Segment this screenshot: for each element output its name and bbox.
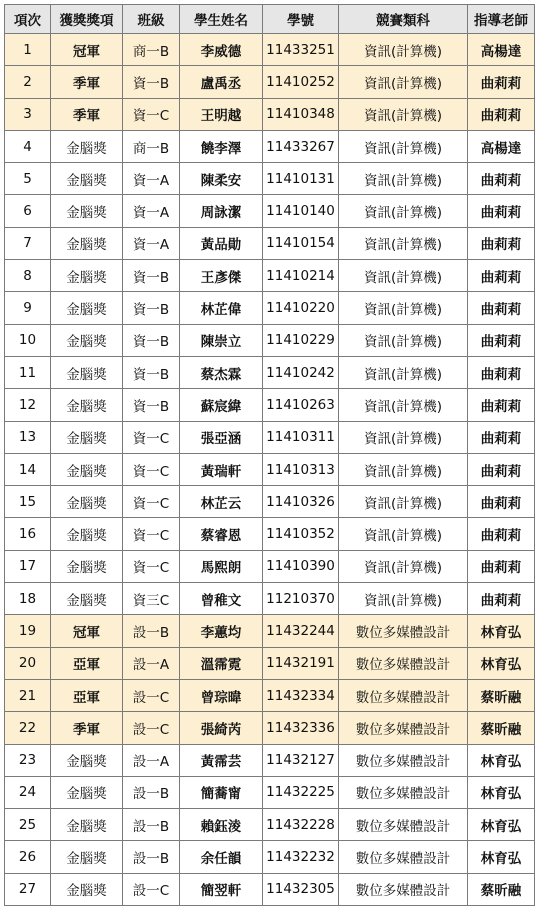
cell-teacher: 曲莉莉 xyxy=(468,356,535,388)
table-row xyxy=(5,163,535,195)
cell-category: 數位多媒體設計 xyxy=(339,873,468,905)
cell-class: 資一A xyxy=(123,227,180,259)
cell-teacher: 曲莉莉 xyxy=(468,66,535,98)
cell-no: 8 xyxy=(5,260,51,292)
cell-class: 資一B xyxy=(123,66,180,98)
cell-teacher: 高楊達 xyxy=(468,34,535,66)
header-student-id: 學號 xyxy=(263,5,339,34)
cell-class: 資一B xyxy=(123,324,180,356)
cell-award: 金腦獎 xyxy=(51,583,123,615)
cell-award: 金腦獎 xyxy=(51,873,123,905)
table-row xyxy=(5,421,535,453)
cell-student-id: 11410326 xyxy=(263,486,339,518)
cell-class: 資一B xyxy=(123,356,180,388)
cell-no: 6 xyxy=(5,195,51,227)
cell-award: 金腦獎 xyxy=(51,292,123,324)
cell-no: 15 xyxy=(5,486,51,518)
cell-student-name: 余任韻 xyxy=(180,841,263,873)
cell-teacher: 曲莉莉 xyxy=(468,163,535,195)
cell-teacher: 曲莉莉 xyxy=(468,583,535,615)
table-row xyxy=(5,873,535,905)
cell-award: 亞軍 xyxy=(51,647,123,679)
cell-student-name: 王明越 xyxy=(180,98,263,130)
cell-student-name: 蘇宸緯 xyxy=(180,389,263,421)
header-student-name: 學生姓名 xyxy=(180,5,263,34)
cell-no: 10 xyxy=(5,324,51,356)
cell-category: 資訊(計算機) xyxy=(339,66,468,98)
cell-award: 冠軍 xyxy=(51,615,123,647)
cell-category: 數位多媒體設計 xyxy=(339,679,468,711)
cell-category: 數位多媒體設計 xyxy=(339,809,468,841)
cell-teacher: 曲莉莉 xyxy=(468,227,535,259)
cell-category: 數位多媒體設計 xyxy=(339,615,468,647)
cell-category: 資訊(計算機) xyxy=(339,130,468,162)
cell-class: 資一A xyxy=(123,163,180,195)
cell-category: 資訊(計算機) xyxy=(339,34,468,66)
cell-teacher: 曲莉莉 xyxy=(468,98,535,130)
cell-student-name: 蔡睿恩 xyxy=(180,518,263,550)
cell-class: 資一C xyxy=(123,518,180,550)
cell-no: 7 xyxy=(5,227,51,259)
cell-class: 資一A xyxy=(123,195,180,227)
cell-teacher: 高楊達 xyxy=(468,130,535,162)
cell-student-id: 11410263 xyxy=(263,389,339,421)
cell-award: 金腦獎 xyxy=(51,227,123,259)
cell-no: 22 xyxy=(5,712,51,744)
cell-student-id: 11210370 xyxy=(263,583,339,615)
cell-student-name: 盧禹丞 xyxy=(180,66,263,98)
cell-category: 資訊(計算機) xyxy=(339,518,468,550)
cell-class: 設一B xyxy=(123,615,180,647)
table-row xyxy=(5,776,535,808)
cell-class: 設一A xyxy=(123,647,180,679)
cell-teacher: 林育弘 xyxy=(468,647,535,679)
cell-teacher: 蔡昕融 xyxy=(468,712,535,744)
cell-award: 金腦獎 xyxy=(51,809,123,841)
cell-student-id: 11410252 xyxy=(263,66,339,98)
cell-category: 資訊(計算機) xyxy=(339,356,468,388)
cell-teacher: 林育弘 xyxy=(468,744,535,776)
cell-student-id: 11432127 xyxy=(263,744,339,776)
cell-class: 設一C xyxy=(123,679,180,711)
cell-student-id: 11432228 xyxy=(263,809,339,841)
cell-student-id: 11432334 xyxy=(263,679,339,711)
cell-teacher: 曲莉莉 xyxy=(468,389,535,421)
cell-award: 亞軍 xyxy=(51,679,123,711)
cell-no: 9 xyxy=(5,292,51,324)
cell-student-id: 11410242 xyxy=(263,356,339,388)
cell-category: 數位多媒體設計 xyxy=(339,712,468,744)
cell-no: 3 xyxy=(5,98,51,130)
table-row xyxy=(5,453,535,485)
cell-class: 資一C xyxy=(123,486,180,518)
cell-award: 季軍 xyxy=(51,98,123,130)
cell-student-name: 馬熙朗 xyxy=(180,550,263,582)
cell-teacher: 曲莉莉 xyxy=(468,453,535,485)
cell-student-name: 張綺芮 xyxy=(180,712,263,744)
table-row xyxy=(5,195,535,227)
cell-teacher: 曲莉莉 xyxy=(468,260,535,292)
cell-student-name: 黃瑞軒 xyxy=(180,453,263,485)
cell-category: 資訊(計算機) xyxy=(339,324,468,356)
cell-class: 資一B xyxy=(123,389,180,421)
table-row xyxy=(5,583,535,615)
cell-teacher: 曲莉莉 xyxy=(468,195,535,227)
cell-class: 設一C xyxy=(123,712,180,744)
table-row xyxy=(5,227,535,259)
cell-award: 金腦獎 xyxy=(51,260,123,292)
table-row xyxy=(5,389,535,421)
cell-no: 23 xyxy=(5,744,51,776)
cell-category: 資訊(計算機) xyxy=(339,453,468,485)
cell-student-id: 11432336 xyxy=(263,712,339,744)
cell-student-id: 11410311 xyxy=(263,421,339,453)
header-teacher: 指導老師 xyxy=(468,5,535,34)
cell-class: 設一B xyxy=(123,809,180,841)
cell-class: 資一C xyxy=(123,550,180,582)
cell-teacher: 曲莉莉 xyxy=(468,421,535,453)
table-row xyxy=(5,98,535,130)
cell-award: 金腦獎 xyxy=(51,486,123,518)
awards-table xyxy=(4,4,535,906)
cell-student-id: 11410352 xyxy=(263,518,339,550)
cell-student-name: 賴鈺淩 xyxy=(180,809,263,841)
cell-category: 資訊(計算機) xyxy=(339,260,468,292)
cell-no: 19 xyxy=(5,615,51,647)
cell-student-id: 11433267 xyxy=(263,130,339,162)
table-row xyxy=(5,486,535,518)
cell-student-id: 11410154 xyxy=(263,227,339,259)
cell-no: 14 xyxy=(5,453,51,485)
cell-student-id: 11433251 xyxy=(263,34,339,66)
cell-award: 金腦獎 xyxy=(51,453,123,485)
cell-student-id: 11410140 xyxy=(263,195,339,227)
cell-teacher: 曲莉莉 xyxy=(468,292,535,324)
cell-class: 資三C xyxy=(123,583,180,615)
cell-student-id: 11410131 xyxy=(263,163,339,195)
cell-category: 數位多媒體設計 xyxy=(339,647,468,679)
cell-student-name: 饒李澤 xyxy=(180,130,263,162)
cell-student-id: 11410220 xyxy=(263,292,339,324)
cell-category: 資訊(計算機) xyxy=(339,550,468,582)
cell-no: 25 xyxy=(5,809,51,841)
cell-student-name: 蔡杰霖 xyxy=(180,356,263,388)
cell-category: 資訊(計算機) xyxy=(339,98,468,130)
cell-teacher: 曲莉莉 xyxy=(468,486,535,518)
cell-no: 1 xyxy=(5,34,51,66)
cell-award: 金腦獎 xyxy=(51,356,123,388)
cell-student-name: 陳崇立 xyxy=(180,324,263,356)
cell-category: 數位多媒體設計 xyxy=(339,841,468,873)
cell-category: 資訊(計算機) xyxy=(339,292,468,324)
table-row xyxy=(5,615,535,647)
cell-no: 2 xyxy=(5,66,51,98)
cell-no: 12 xyxy=(5,389,51,421)
cell-no: 24 xyxy=(5,776,51,808)
cell-student-name: 周詠潔 xyxy=(180,195,263,227)
cell-category: 資訊(計算機) xyxy=(339,486,468,518)
cell-class: 資一C xyxy=(123,421,180,453)
cell-teacher: 蔡昕融 xyxy=(468,679,535,711)
cell-student-id: 11432225 xyxy=(263,776,339,808)
cell-teacher: 曲莉莉 xyxy=(468,518,535,550)
cell-teacher: 林育弘 xyxy=(468,841,535,873)
cell-student-name: 溫霈霓 xyxy=(180,647,263,679)
cell-award: 金腦獎 xyxy=(51,163,123,195)
cell-no: 17 xyxy=(5,550,51,582)
cell-award: 金腦獎 xyxy=(51,195,123,227)
table-row xyxy=(5,292,535,324)
cell-teacher: 林育弘 xyxy=(468,615,535,647)
cell-teacher: 林育弘 xyxy=(468,776,535,808)
cell-class: 設一B xyxy=(123,841,180,873)
cell-category: 數位多媒體設計 xyxy=(339,744,468,776)
cell-award: 金腦獎 xyxy=(51,550,123,582)
cell-no: 11 xyxy=(5,356,51,388)
cell-award: 金腦獎 xyxy=(51,744,123,776)
cell-award: 季軍 xyxy=(51,712,123,744)
cell-no: 21 xyxy=(5,679,51,711)
cell-student-name: 黃霈芸 xyxy=(180,744,263,776)
cell-category: 資訊(計算機) xyxy=(339,227,468,259)
table-header-row xyxy=(5,5,535,34)
cell-award: 季軍 xyxy=(51,66,123,98)
cell-student-id: 11432305 xyxy=(263,873,339,905)
cell-category: 資訊(計算機) xyxy=(339,163,468,195)
table-row xyxy=(5,518,535,550)
cell-no: 16 xyxy=(5,518,51,550)
cell-no: 18 xyxy=(5,583,51,615)
cell-teacher: 蔡昕融 xyxy=(468,873,535,905)
table-row xyxy=(5,34,535,66)
cell-award: 金腦獎 xyxy=(51,324,123,356)
cell-class: 商一B xyxy=(123,130,180,162)
cell-student-id: 11410390 xyxy=(263,550,339,582)
table-row xyxy=(5,841,535,873)
cell-class: 設一B xyxy=(123,776,180,808)
cell-award: 金腦獎 xyxy=(51,389,123,421)
header-no: 項次 xyxy=(5,5,51,34)
cell-student-name: 李威德 xyxy=(180,34,263,66)
cell-no: 4 xyxy=(5,130,51,162)
cell-class: 資一C xyxy=(123,98,180,130)
cell-student-id: 11410313 xyxy=(263,453,339,485)
cell-no: 26 xyxy=(5,841,51,873)
cell-student-name: 林芷云 xyxy=(180,486,263,518)
cell-teacher: 曲莉莉 xyxy=(468,550,535,582)
cell-category: 資訊(計算機) xyxy=(339,421,468,453)
table-body xyxy=(5,34,535,906)
cell-student-name: 簡蕎甯 xyxy=(180,776,263,808)
table-row xyxy=(5,66,535,98)
cell-award: 金腦獎 xyxy=(51,421,123,453)
cell-no: 13 xyxy=(5,421,51,453)
table-row xyxy=(5,130,535,162)
cell-student-id: 11432232 xyxy=(263,841,339,873)
cell-award: 金腦獎 xyxy=(51,518,123,550)
cell-no: 20 xyxy=(5,647,51,679)
table-row xyxy=(5,550,535,582)
cell-student-id: 11410214 xyxy=(263,260,339,292)
table-row xyxy=(5,744,535,776)
cell-class: 商一B xyxy=(123,34,180,66)
cell-award: 金腦獎 xyxy=(51,776,123,808)
table-row xyxy=(5,647,535,679)
cell-teacher: 林育弘 xyxy=(468,809,535,841)
cell-class: 設一C xyxy=(123,873,180,905)
cell-student-name: 陳柔安 xyxy=(180,163,263,195)
header-class: 班級 xyxy=(123,5,180,34)
header-award: 獲獎獎項 xyxy=(51,5,123,34)
cell-student-name: 曾稚文 xyxy=(180,583,263,615)
cell-no: 5 xyxy=(5,163,51,195)
cell-teacher: 曲莉莉 xyxy=(468,324,535,356)
cell-award: 金腦獎 xyxy=(51,130,123,162)
cell-student-name: 簡翌軒 xyxy=(180,873,263,905)
cell-class: 設一A xyxy=(123,744,180,776)
cell-student-name: 李蕙均 xyxy=(180,615,263,647)
cell-award: 金腦獎 xyxy=(51,841,123,873)
table-row xyxy=(5,324,535,356)
table-row xyxy=(5,712,535,744)
cell-student-name: 王彥傑 xyxy=(180,260,263,292)
cell-student-name: 曾琮暐 xyxy=(180,679,263,711)
table-row xyxy=(5,679,535,711)
cell-student-id: 11410229 xyxy=(263,324,339,356)
cell-class: 資一C xyxy=(123,453,180,485)
cell-student-name: 張亞涵 xyxy=(180,421,263,453)
cell-student-id: 11432244 xyxy=(263,615,339,647)
cell-student-name: 林芷偉 xyxy=(180,292,263,324)
cell-no: 27 xyxy=(5,873,51,905)
cell-category: 資訊(計算機) xyxy=(339,389,468,421)
cell-category: 資訊(計算機) xyxy=(339,195,468,227)
cell-category: 資訊(計算機) xyxy=(339,583,468,615)
cell-class: 資一B xyxy=(123,292,180,324)
cell-student-id: 11410348 xyxy=(263,98,339,130)
cell-award: 冠軍 xyxy=(51,34,123,66)
cell-class: 資一B xyxy=(123,260,180,292)
table-row xyxy=(5,260,535,292)
cell-category: 數位多媒體設計 xyxy=(339,776,468,808)
header-category: 競賽類科 xyxy=(339,5,468,34)
cell-student-id: 11432191 xyxy=(263,647,339,679)
table-row xyxy=(5,356,535,388)
cell-student-name: 黃品勛 xyxy=(180,227,263,259)
table-row xyxy=(5,809,535,841)
